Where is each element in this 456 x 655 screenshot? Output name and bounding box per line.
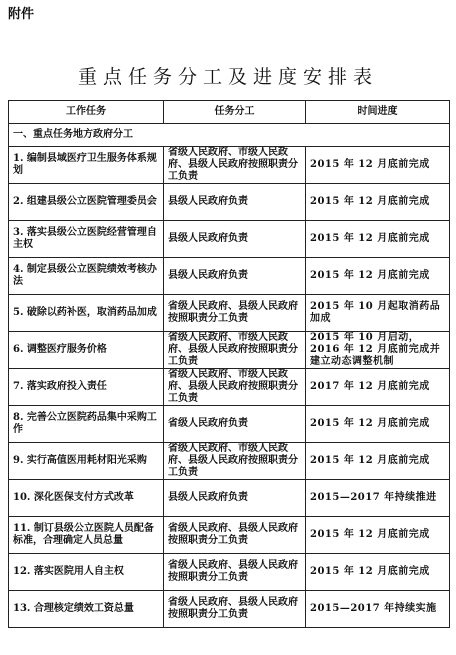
division-cell: 省级人民政府、市级人民政府、县级人民政府按照职责分工负责 bbox=[164, 369, 306, 406]
division-cell: 县级人民政府负责 bbox=[164, 221, 306, 258]
division-cell: 省级人民政府、县级人民政府按照职责分工负责 bbox=[164, 295, 306, 332]
task-cell: 9. 实行高值医用耗材阳光采购 bbox=[9, 443, 164, 480]
attachment-label: 附件 bbox=[8, 7, 35, 22]
table-row bbox=[9, 369, 450, 406]
table-row bbox=[9, 480, 450, 517]
schedule-cell: 2015 年 12 月底前完成 bbox=[306, 554, 450, 591]
table-row bbox=[9, 332, 450, 369]
schedule-cell: 2015 年 12 月底前完成 bbox=[306, 443, 450, 480]
task-cell: 10. 深化医保支付方式改革 bbox=[9, 480, 164, 517]
task-table bbox=[8, 100, 450, 628]
task-cell: 13. 合理核定绩效工资总量 bbox=[9, 591, 164, 628]
task-cell: 8. 完善公立医院药品集中采购工作 bbox=[9, 406, 164, 443]
task-cell: 1. 编制县域医疗卫生服务体系规划 bbox=[9, 147, 164, 184]
task-cell: 6. 调整医疗服务价格 bbox=[9, 332, 164, 369]
schedule-cell: 2015—2017 年持续推进 bbox=[306, 480, 450, 517]
schedule-cell: 2015 年 10 月启动，2016 年 12 月底前完成并建立动态调整机制 bbox=[306, 332, 450, 369]
table-row bbox=[9, 406, 450, 443]
schedule-cell: 2015 年 10 月起取消药品加成 bbox=[306, 295, 450, 332]
table-header-row bbox=[9, 101, 450, 124]
schedule-cell: 2015 年 12 月底前完成 bbox=[306, 406, 450, 443]
schedule-cell: 2015—2017 年持续实施 bbox=[306, 591, 450, 628]
task-cell: 11. 制订县级公立医院人员配备标准，合理确定人员总量 bbox=[9, 517, 164, 554]
section-label: 一、重点任务地方政府分工 bbox=[9, 124, 450, 147]
division-cell: 县级人民政府负责 bbox=[164, 184, 306, 221]
division-cell: 省级人民政府、县级人民政府按照职责分工负责 bbox=[164, 517, 306, 554]
task-cell: 3. 落实县级公立医院经营管理自主权 bbox=[9, 221, 164, 258]
section-row bbox=[9, 124, 450, 147]
division-cell: 省级人民政府、县级人民政府按照职责分工负责 bbox=[164, 591, 306, 628]
division-cell: 省级人民政府负责 bbox=[164, 406, 306, 443]
task-cell: 4. 制定县级公立医院绩效考核办法 bbox=[9, 258, 164, 295]
task-cell: 7. 落实政府投入责任 bbox=[9, 369, 164, 406]
schedule-cell: 2015 年 12 月底前完成 bbox=[306, 221, 450, 258]
header-task: 工作任务 bbox=[9, 101, 164, 124]
table-row bbox=[9, 295, 450, 332]
division-cell: 县级人民政府负责 bbox=[164, 480, 306, 517]
table-row bbox=[9, 221, 450, 258]
header-division: 任务分工 bbox=[164, 101, 306, 124]
table-row bbox=[9, 184, 450, 221]
table-row bbox=[9, 258, 450, 295]
division-cell: 省级人民政府、县级人民政府按照职责分工负责 bbox=[164, 554, 306, 591]
division-cell: 省级人民政府、市级人民政府、县级人民政府按照职责分工负责 bbox=[164, 443, 306, 480]
table-row bbox=[9, 147, 450, 184]
schedule-cell: 2015 年 12 月底前完成 bbox=[306, 517, 450, 554]
table-row bbox=[9, 591, 450, 628]
division-cell: 省级人民政府、市级人民政府、县级人民政府按照职责分工负责 bbox=[164, 332, 306, 369]
division-cell: 省级人民政府、市级人民政府、县级人民政府按照职责分工负责 bbox=[164, 147, 306, 184]
task-cell: 5. 破除以药补医，取消药品加成 bbox=[9, 295, 164, 332]
document-title: 重点任务分工及进度安排表 bbox=[77, 66, 378, 88]
task-cell: 12. 落实医院用人自主权 bbox=[9, 554, 164, 591]
schedule-cell: 2015 年 12 月底前完成 bbox=[306, 258, 450, 295]
table-row bbox=[9, 443, 450, 480]
schedule-cell: 2015 年 12 月底前完成 bbox=[306, 147, 450, 184]
table-row bbox=[9, 554, 450, 591]
table-row bbox=[9, 517, 450, 554]
division-cell: 县级人民政府负责 bbox=[164, 258, 306, 295]
header-schedule: 时间进度 bbox=[306, 101, 450, 124]
schedule-cell: 2015 年 12 月底前完成 bbox=[306, 184, 450, 221]
task-cell: 2. 组建县级公立医院管理委员会 bbox=[9, 184, 164, 221]
schedule-cell: 2017 年 12 月底前完成 bbox=[306, 369, 450, 406]
